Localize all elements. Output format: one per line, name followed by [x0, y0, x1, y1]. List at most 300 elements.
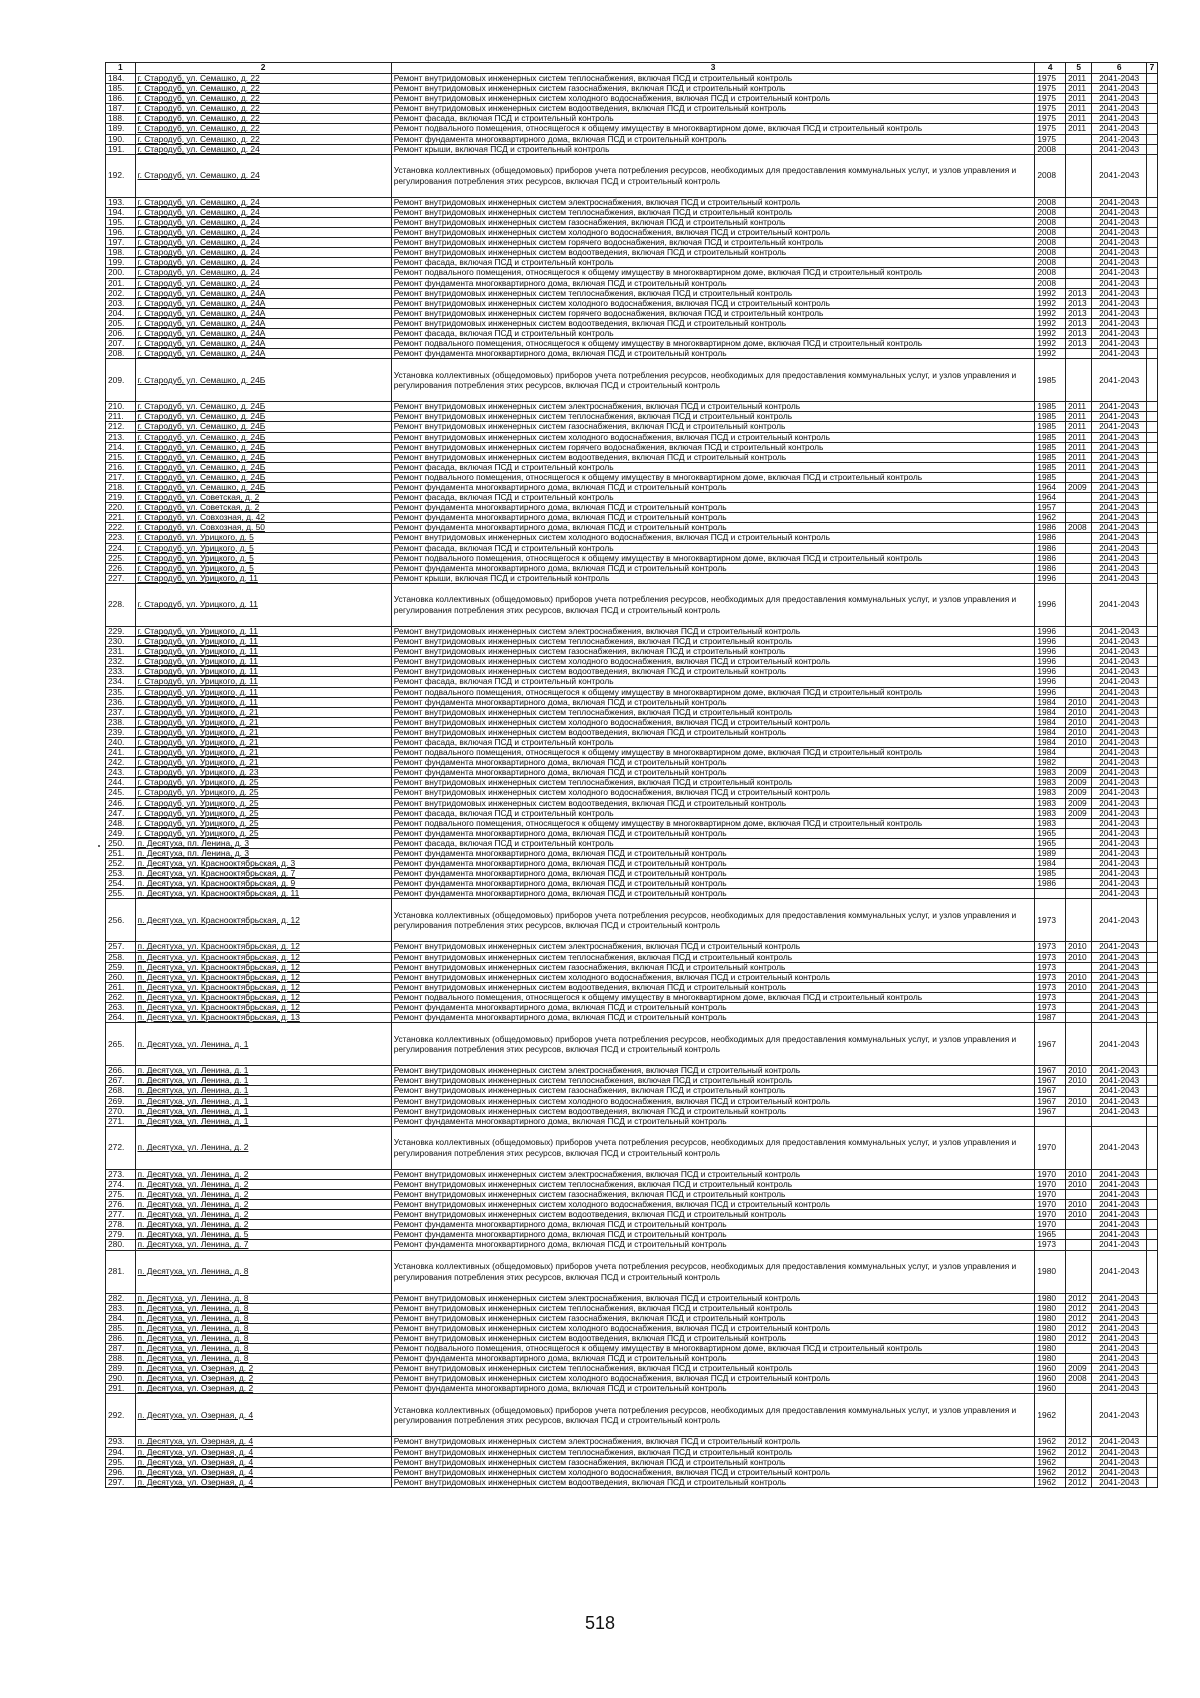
table-row: [106, 1189, 1158, 1199]
row-col-7: [1147, 952, 1158, 962]
row-address: п. Десятуха, ул. Озерная, д. 4: [135, 1457, 391, 1467]
row-col-7: [1147, 432, 1158, 442]
row-last-repair-year: [1066, 349, 1092, 359]
row-work-type: Ремонт фундамента многоквартирного дома, включая ПСД и строительный контроль: [391, 768, 1035, 778]
table-row: [106, 1116, 1158, 1126]
row-address: п. Десятуха, ул. Краснооктябрьская, д. 3: [135, 859, 391, 869]
row-work-type: Ремонт внутридомовых инженерных систем водоотведения, включая ПСД и строительный контроль: [391, 1477, 1035, 1487]
table-row: [106, 1096, 1158, 1106]
row-work-type: Ремонт фундамента многоквартирного дома, включая ПСД и строительный контроль: [391, 563, 1035, 573]
row-work-type: Ремонт внутридомовых инженерных систем холодного водоснабжения, включая ПСД и строительный контроль: [391, 788, 1035, 798]
row-build-year: 1960: [1035, 1374, 1066, 1384]
row-work-type: Ремонт фундамента многоквартирного дома, включая ПСД и строительный контроль: [391, 1384, 1035, 1394]
table-row: [106, 1374, 1158, 1384]
row-col-7: [1147, 483, 1158, 493]
row-build-year: 1975: [1035, 94, 1066, 104]
row-planned-period: 2041-2043: [1092, 104, 1147, 114]
row-planned-period: 2041-2043: [1092, 748, 1147, 758]
row-address: г. Стародуб, ул. Семашко, д. 24: [135, 144, 391, 154]
row-number: 207.: [106, 339, 136, 349]
row-planned-period: 2041-2043: [1092, 1344, 1147, 1354]
page-number: 518: [584, 1613, 616, 1633]
row-work-type: Ремонт фундамента многоквартирного дома, включая ПСД и строительный контроль: [391, 879, 1035, 889]
row-col-7: [1147, 1364, 1158, 1374]
row-planned-period: 2041-2043: [1092, 472, 1147, 482]
row-number: 274.: [106, 1179, 136, 1189]
row-build-year: 1996: [1035, 667, 1066, 677]
row-planned-period: 2041-2043: [1092, 248, 1147, 258]
row-build-year: 1962: [1035, 513, 1066, 523]
row-number: 244.: [106, 778, 136, 788]
row-planned-period: 2041-2043: [1092, 677, 1147, 687]
row-col-7: [1147, 1457, 1158, 1467]
row-planned-period: 2041-2043: [1092, 1457, 1147, 1467]
row-col-7: [1147, 442, 1158, 452]
row-work-type: Ремонт фундамента многоквартирного дома, включая ПСД и строительный контроль: [391, 1013, 1035, 1023]
row-planned-period: 2041-2043: [1092, 1437, 1147, 1447]
row-last-repair-year: [1066, 1086, 1092, 1096]
row-planned-period: 2041-2043: [1092, 583, 1147, 626]
row-work-type: Ремонт подвального помещения, относящегося к общему имуществу в многоквартирном доме, включая ПСД и строительный контроль: [391, 992, 1035, 1002]
row-number: 187.: [106, 104, 136, 114]
row-number: 261.: [106, 982, 136, 992]
row-address: г. Стародуб, ул. Семашко, д. 24: [135, 248, 391, 258]
row-number: 237.: [106, 707, 136, 717]
row-build-year: 1984: [1035, 707, 1066, 717]
row-col-7: [1147, 828, 1158, 838]
row-build-year: 1970: [1035, 1189, 1066, 1199]
table-row: [106, 737, 1158, 747]
row-number: 213.: [106, 432, 136, 442]
row-last-repair-year: 2011: [1066, 422, 1092, 432]
row-number: 266.: [106, 1066, 136, 1076]
row-last-repair-year: 2010: [1066, 727, 1092, 737]
row-work-type: Ремонт внутридомовых инженерных систем холодного водоснабжения, включая ПСД и строительный контроль: [391, 533, 1035, 543]
table-row: [106, 859, 1158, 869]
table-row: [106, 207, 1158, 217]
row-planned-period: 2041-2043: [1092, 992, 1147, 1002]
row-number: 189.: [106, 124, 136, 134]
row-work-type: Ремонт внутридомовых инженерных систем водоотведения, включая ПСД и строительный контроль: [391, 798, 1035, 808]
row-build-year: 1986: [1035, 543, 1066, 553]
row-address: п. Десятуха, пл. Ленина, д. 3: [135, 838, 391, 848]
row-number: 272.: [106, 1126, 136, 1169]
row-build-year: 1980: [1035, 1313, 1066, 1323]
row-work-type: Ремонт фундамента многоквартирного дома, включая ПСД и строительный контроль: [391, 1003, 1035, 1013]
row-build-year: 1992: [1035, 349, 1066, 359]
row-col-7: [1147, 687, 1158, 697]
table-row: [106, 768, 1158, 778]
row-last-repair-year: 2013: [1066, 308, 1092, 318]
row-planned-period: 2041-2043: [1092, 452, 1147, 462]
row-build-year: [1035, 1116, 1066, 1126]
row-address: п. Десятуха, ул. Озерная, д. 4: [135, 1467, 391, 1477]
row-address: г. Стародуб, ул. Семашко, д. 24Б: [135, 402, 391, 412]
header-col-5: 5: [1066, 63, 1092, 74]
row-build-year: 1970: [1035, 1126, 1066, 1169]
row-build-year: 1965: [1035, 1230, 1066, 1240]
row-work-type: Ремонт подвального помещения, относящегося к общему имуществу в многоквартирном доме, включая ПСД и строительный контроль: [391, 339, 1035, 349]
table-row: [106, 134, 1158, 144]
row-col-7: [1147, 573, 1158, 583]
row-build-year: 1962: [1035, 1437, 1066, 1447]
row-number: 192.: [106, 154, 136, 197]
table-row: [106, 952, 1158, 962]
row-planned-period: 2041-2043: [1092, 717, 1147, 727]
row-build-year: 1960: [1035, 1384, 1066, 1394]
row-last-repair-year: [1066, 1240, 1092, 1250]
row-col-7: [1147, 1323, 1158, 1333]
row-work-type: Установка коллективных (общедомовых) приборов учета потребления ресурсов, необходимых для предоставления коммунальных услуг, и узлов управления и регулирования потребления этих ресурсов, включая ПСД и строительный контроль: [391, 899, 1035, 942]
row-build-year: 1984: [1035, 748, 1066, 758]
row-col-7: [1147, 248, 1158, 258]
row-last-repair-year: 2010: [1066, 942, 1092, 952]
table-row: [106, 838, 1158, 848]
row-number: 248.: [106, 818, 136, 828]
row-last-repair-year: [1066, 889, 1092, 899]
row-work-type: Ремонт внутридомовых инженерных систем газоснабжения, включая ПСД и строительный контроль: [391, 962, 1035, 972]
row-build-year: 1970: [1035, 1200, 1066, 1210]
row-address: п. Десятуха, ул. Ленина, д. 2: [135, 1220, 391, 1230]
row-number: 249.: [106, 828, 136, 838]
row-planned-period: 2041-2043: [1092, 942, 1147, 952]
row-work-type: Установка коллективных (общедомовых) приборов учета потребления ресурсов, необходимых для предоставления коммунальных услуг, и узлов управления и регулирования потребления этих ресурсов, включая ПСД и строительный контроль: [391, 154, 1035, 197]
row-address: г. Стародуб, ул. Урицкого, д. 11: [135, 626, 391, 636]
row-last-repair-year: [1066, 197, 1092, 207]
row-build-year: 1967: [1035, 1066, 1066, 1076]
row-work-type: Ремонт внутридомовых инженерных систем водоотведения, включая ПСД и строительный контроль: [391, 982, 1035, 992]
row-last-repair-year: [1066, 144, 1092, 154]
row-number: 287.: [106, 1344, 136, 1354]
row-build-year: 1992: [1035, 298, 1066, 308]
row-number: 263.: [106, 1003, 136, 1013]
row-last-repair-year: 2010: [1066, 1179, 1092, 1189]
table-row: [106, 318, 1158, 328]
table-row: [106, 432, 1158, 442]
row-address: г. Стародуб, ул. Урицкого, д. 25: [135, 818, 391, 828]
row-address: п. Десятуха, ул. Озерная, д. 4: [135, 1437, 391, 1447]
row-address: г. Стародуб, ул. Семашко, д. 22: [135, 124, 391, 134]
row-work-type: Ремонт фундамента многоквартирного дома, включая ПСД и строительный контроль: [391, 1354, 1035, 1364]
row-col-7: [1147, 339, 1158, 349]
row-last-repair-year: [1066, 899, 1092, 942]
row-work-type: Ремонт внутридомовых инженерных систем теплоснабжения, включая ПСД и строительный контроль: [391, 1179, 1035, 1189]
row-address: г. Стародуб, ул. Семашко, д. 22: [135, 104, 391, 114]
row-col-7: [1147, 1220, 1158, 1230]
table-row: [106, 328, 1158, 338]
table-row: [106, 533, 1158, 543]
table-row: [106, 1354, 1158, 1364]
row-address: г. Стародуб, ул. Семашко, д. 24: [135, 197, 391, 207]
table-row: [106, 248, 1158, 258]
row-work-type: Ремонт внутридомовых инженерных систем холодного водоснабжения, включая ПСД и строительный контроль: [391, 94, 1035, 104]
row-work-type: Установка коллективных (общедомовых) приборов учета потребления ресурсов, необходимых для предоставления коммунальных услуг, и узлов управления и регулирования потребления этих ресурсов, включая ПСД и строительный контроль: [391, 583, 1035, 626]
table-row: [106, 1179, 1158, 1189]
row-planned-period: 2041-2043: [1092, 1354, 1147, 1364]
row-build-year: 2008: [1035, 144, 1066, 154]
row-planned-period: 2041-2043: [1092, 1394, 1147, 1437]
row-build-year: 1985: [1035, 869, 1066, 879]
row-build-year: 1996: [1035, 626, 1066, 636]
row-col-7: [1147, 1210, 1158, 1220]
row-number: 275.: [106, 1189, 136, 1199]
row-col-7: [1147, 472, 1158, 482]
row-planned-period: 2041-2043: [1092, 626, 1147, 636]
row-work-type: Ремонт внутридомовых инженерных систем теплоснабжения, включая ПСД и строительный контроль: [391, 1447, 1035, 1457]
row-col-7: [1147, 758, 1158, 768]
row-col-7: [1147, 207, 1158, 217]
row-col-7: [1147, 748, 1158, 758]
row-planned-period: 2041-2043: [1092, 1189, 1147, 1199]
header-col-2: 2: [135, 63, 391, 74]
row-col-7: [1147, 563, 1158, 573]
row-work-type: Ремонт внутридомовых инженерных систем горячего водоснабжения, включая ПСД и строительный контроль: [391, 308, 1035, 318]
row-col-7: [1147, 707, 1158, 717]
table-row: [106, 144, 1158, 154]
row-work-type: Ремонт внутридомовых инженерных систем электроснабжения, включая ПСД и строительный контроль: [391, 1293, 1035, 1303]
row-address: п. Десятуха, ул. Ленина, д. 8: [135, 1323, 391, 1333]
table-row: [106, 1230, 1158, 1240]
row-build-year: 1980: [1035, 1344, 1066, 1354]
row-col-7: [1147, 1086, 1158, 1096]
row-planned-period: 2041-2043: [1092, 288, 1147, 298]
row-work-type: Ремонт внутридомовых инженерных систем электроснабжения, включая ПСД и строительный контроль: [391, 197, 1035, 207]
table-row: [106, 74, 1158, 84]
row-last-repair-year: 2009: [1066, 798, 1092, 808]
row-address: г. Стародуб, ул. Урицкого, д. 25: [135, 828, 391, 838]
row-build-year: 1975: [1035, 104, 1066, 114]
row-address: г. Стародуб, ул. Урицкого, д. 21: [135, 737, 391, 747]
row-work-type: Ремонт фундамента многоквартирного дома, включая ПСД и строительный контроль: [391, 828, 1035, 838]
row-last-repair-year: [1066, 748, 1092, 758]
row-address: п. Десятуха, ул. Озерная, д. 4: [135, 1394, 391, 1437]
row-col-7: [1147, 1023, 1158, 1066]
row-last-repair-year: [1066, 849, 1092, 859]
row-col-7: [1147, 1076, 1158, 1086]
row-col-7: [1147, 308, 1158, 318]
row-number: 197.: [106, 238, 136, 248]
row-work-type: Ремонт внутридомовых инженерных систем теплоснабжения, включая ПСД и строительный контроль: [391, 288, 1035, 298]
row-work-type: Ремонт внутридомовых инженерных систем газоснабжения, включая ПСД и строительный контроль: [391, 647, 1035, 657]
row-address: п. Десятуха, ул. Ленина, д. 1: [135, 1076, 391, 1086]
row-number: 288.: [106, 1354, 136, 1364]
table-row: [106, 402, 1158, 412]
table-row: [106, 308, 1158, 318]
table-row: [106, 788, 1158, 798]
row-build-year: 1986: [1035, 523, 1066, 533]
row-work-type: Ремонт фундамента многоквартирного дома, включая ПСД и строительный контроль: [391, 697, 1035, 707]
row-planned-period: 2041-2043: [1092, 197, 1147, 207]
row-number: 246.: [106, 798, 136, 808]
row-col-7: [1147, 1116, 1158, 1126]
row-number: 185.: [106, 84, 136, 94]
row-last-repair-year: 2012: [1066, 1313, 1092, 1323]
row-planned-period: 2041-2043: [1092, 869, 1147, 879]
row-number: 281.: [106, 1250, 136, 1293]
row-col-7: [1147, 859, 1158, 869]
row-address: г. Стародуб, ул. Урицкого, д. 11: [135, 637, 391, 647]
header-col-3: 3: [391, 63, 1035, 74]
row-last-repair-year: [1066, 513, 1092, 523]
table-row: [106, 637, 1158, 647]
row-planned-period: 2041-2043: [1092, 412, 1147, 422]
row-last-repair-year: [1066, 238, 1092, 248]
row-col-7: [1147, 1250, 1158, 1293]
row-address: г. Стародуб, ул. Урицкого, д. 5: [135, 563, 391, 573]
row-work-type: Ремонт фасада, включая ПСД и строительный контроль: [391, 114, 1035, 124]
row-last-repair-year: 2011: [1066, 104, 1092, 114]
table-row: [106, 1384, 1158, 1394]
row-address: г. Стародуб, ул. Семашко, д. 24Б: [135, 472, 391, 482]
row-col-7: [1147, 523, 1158, 533]
row-last-repair-year: 2010: [1066, 707, 1092, 717]
row-col-7: [1147, 889, 1158, 899]
row-address: п. Десятуха, ул. Краснооктябрьская, д. 11: [135, 889, 391, 899]
row-address: г. Стародуб, ул. Урицкого, д. 25: [135, 808, 391, 818]
row-build-year: 1992: [1035, 308, 1066, 318]
table-row: [106, 1303, 1158, 1313]
row-number: 217.: [106, 472, 136, 482]
row-work-type: Установка коллективных (общедомовых) приборов учета потребления ресурсов, необходимых для предоставления коммунальных услуг, и узлов управления и регулирования потребления этих ресурсов, включая ПСД и строительный контроль: [391, 1126, 1035, 1169]
row-address: г. Стародуб, ул. Семашко, д. 24: [135, 228, 391, 238]
row-planned-period: 2041-2043: [1092, 144, 1147, 154]
row-col-7: [1147, 124, 1158, 134]
row-build-year: 1992: [1035, 288, 1066, 298]
row-address: г. Стародуб, ул. Семашко, д. 24А: [135, 308, 391, 318]
row-col-7: [1147, 1303, 1158, 1313]
row-last-repair-year: 2013: [1066, 298, 1092, 308]
row-number: 190.: [106, 134, 136, 144]
row-col-7: [1147, 318, 1158, 328]
row-number: 292.: [106, 1394, 136, 1437]
row-build-year: 1986: [1035, 553, 1066, 563]
row-planned-period: 2041-2043: [1092, 432, 1147, 442]
row-col-7: [1147, 1066, 1158, 1076]
row-last-repair-year: 2009: [1066, 778, 1092, 788]
row-planned-period: 2041-2043: [1092, 758, 1147, 768]
row-build-year: 1975: [1035, 74, 1066, 84]
table-row: [106, 268, 1158, 278]
row-build-year: 1962: [1035, 1447, 1066, 1457]
row-col-7: [1147, 962, 1158, 972]
row-address: п. Десятуха, ул. Краснооктябрьская, д. 12: [135, 942, 391, 952]
row-last-repair-year: 2012: [1066, 1477, 1092, 1487]
row-planned-period: 2041-2043: [1092, 889, 1147, 899]
row-work-type: Ремонт подвального помещения, относящегося к общему имуществу в многоквартирном доме, включая ПСД и строительный контроль: [391, 553, 1035, 563]
row-number: 222.: [106, 523, 136, 533]
row-last-repair-year: [1066, 543, 1092, 553]
row-build-year: 1983: [1035, 778, 1066, 788]
row-work-type: Ремонт фасада, включая ПСД и строительный контроль: [391, 258, 1035, 268]
row-address: г. Стародуб, ул. Урицкого, д. 5: [135, 553, 391, 563]
row-last-repair-year: [1066, 1220, 1092, 1230]
row-last-repair-year: [1066, 818, 1092, 828]
row-last-repair-year: [1066, 879, 1092, 889]
row-planned-period: 2041-2043: [1092, 768, 1147, 778]
row-work-type: Ремонт внутридомовых инженерных систем водоотведения, включая ПСД и строительный контроль: [391, 318, 1035, 328]
row-last-repair-year: [1066, 248, 1092, 258]
row-build-year: 2008: [1035, 217, 1066, 227]
row-build-year: [1035, 889, 1066, 899]
table-row: [106, 217, 1158, 227]
row-build-year: 1967: [1035, 1106, 1066, 1116]
row-build-year: 1957: [1035, 503, 1066, 513]
row-col-7: [1147, 1313, 1158, 1323]
row-work-type: Ремонт внутридомовых инженерных систем теплоснабжения, включая ПСД и строительный контроль: [391, 778, 1035, 788]
row-address: п. Десятуха, ул. Ленина, д. 2: [135, 1189, 391, 1199]
row-last-repair-year: 2012: [1066, 1293, 1092, 1303]
row-address: г. Стародуб, ул. Урицкого, д. 21: [135, 748, 391, 758]
row-work-type: Ремонт внутридомовых инженерных систем электроснабжения, включая ПСД и строительный контроль: [391, 942, 1035, 952]
row-number: 265.: [106, 1023, 136, 1066]
row-last-repair-year: [1066, 1354, 1092, 1364]
row-number: 214.: [106, 442, 136, 452]
table-row: [106, 298, 1158, 308]
row-last-repair-year: [1066, 278, 1092, 288]
row-last-repair-year: [1066, 1126, 1092, 1169]
row-col-7: [1147, 1344, 1158, 1354]
row-planned-period: 2041-2043: [1092, 359, 1147, 402]
row-col-7: [1147, 74, 1158, 84]
row-work-type: Ремонт фундамента многоквартирного дома, включая ПСД и строительный контроль: [391, 349, 1035, 359]
row-number: 258.: [106, 952, 136, 962]
row-work-type: Ремонт фасада, включая ПСД и строительный контроль: [391, 838, 1035, 848]
table-row: [106, 1240, 1158, 1250]
table-row: [106, 647, 1158, 657]
row-work-type: Ремонт подвального помещения, относящегося к общему имуществу в многоквартирном доме, включая ПСД и строительный контроль: [391, 124, 1035, 134]
row-last-repair-year: [1066, 134, 1092, 144]
row-last-repair-year: 2013: [1066, 328, 1092, 338]
row-build-year: 2008: [1035, 207, 1066, 217]
row-address: п. Десятуха, ул. Озерная, д. 4: [135, 1447, 391, 1457]
row-number: 230.: [106, 637, 136, 647]
table-row: [106, 1250, 1158, 1293]
row-col-7: [1147, 238, 1158, 248]
row-col-7: [1147, 543, 1158, 553]
row-last-repair-year: 2010: [1066, 697, 1092, 707]
row-number: 233.: [106, 667, 136, 677]
row-number: 290.: [106, 1374, 136, 1384]
row-number: 226.: [106, 563, 136, 573]
row-number: 215.: [106, 452, 136, 462]
row-col-7: [1147, 768, 1158, 778]
table-row: [106, 1437, 1158, 1447]
table-row: [106, 717, 1158, 727]
row-address: г. Стародуб, ул. Семашко, д. 24: [135, 207, 391, 217]
row-build-year: 1996: [1035, 677, 1066, 687]
row-work-type: Ремонт внутридомовых инженерных систем электроснабжения, включая ПСД и строительный контроль: [391, 402, 1035, 412]
row-planned-period: 2041-2043: [1092, 483, 1147, 493]
row-col-7: [1147, 1106, 1158, 1116]
row-work-type: Ремонт внутридомовых инженерных систем теплоснабжения, включая ПСД и строительный контроль: [391, 1303, 1035, 1313]
row-last-repair-year: 2013: [1066, 318, 1092, 328]
row-col-7: [1147, 982, 1158, 992]
row-build-year: 1964: [1035, 493, 1066, 503]
row-build-year: 1986: [1035, 879, 1066, 889]
row-last-repair-year: [1066, 573, 1092, 583]
row-build-year: 1970: [1035, 1169, 1066, 1179]
row-planned-period: 2041-2043: [1092, 697, 1147, 707]
row-address: п. Десятуха, ул. Ленина, д. 8: [135, 1250, 391, 1293]
row-number: 232.: [106, 657, 136, 667]
row-planned-period: 2041-2043: [1092, 1323, 1147, 1333]
row-col-7: [1147, 1169, 1158, 1179]
row-planned-period: 2041-2043: [1092, 503, 1147, 513]
row-build-year: 1967: [1035, 1076, 1066, 1086]
row-planned-period: 2041-2043: [1092, 207, 1147, 217]
row-work-type: Ремонт подвального помещения, относящегося к общему имуществу в многоквартирном доме, включая ПСД и строительный контроль: [391, 472, 1035, 482]
row-number: 253.: [106, 869, 136, 879]
